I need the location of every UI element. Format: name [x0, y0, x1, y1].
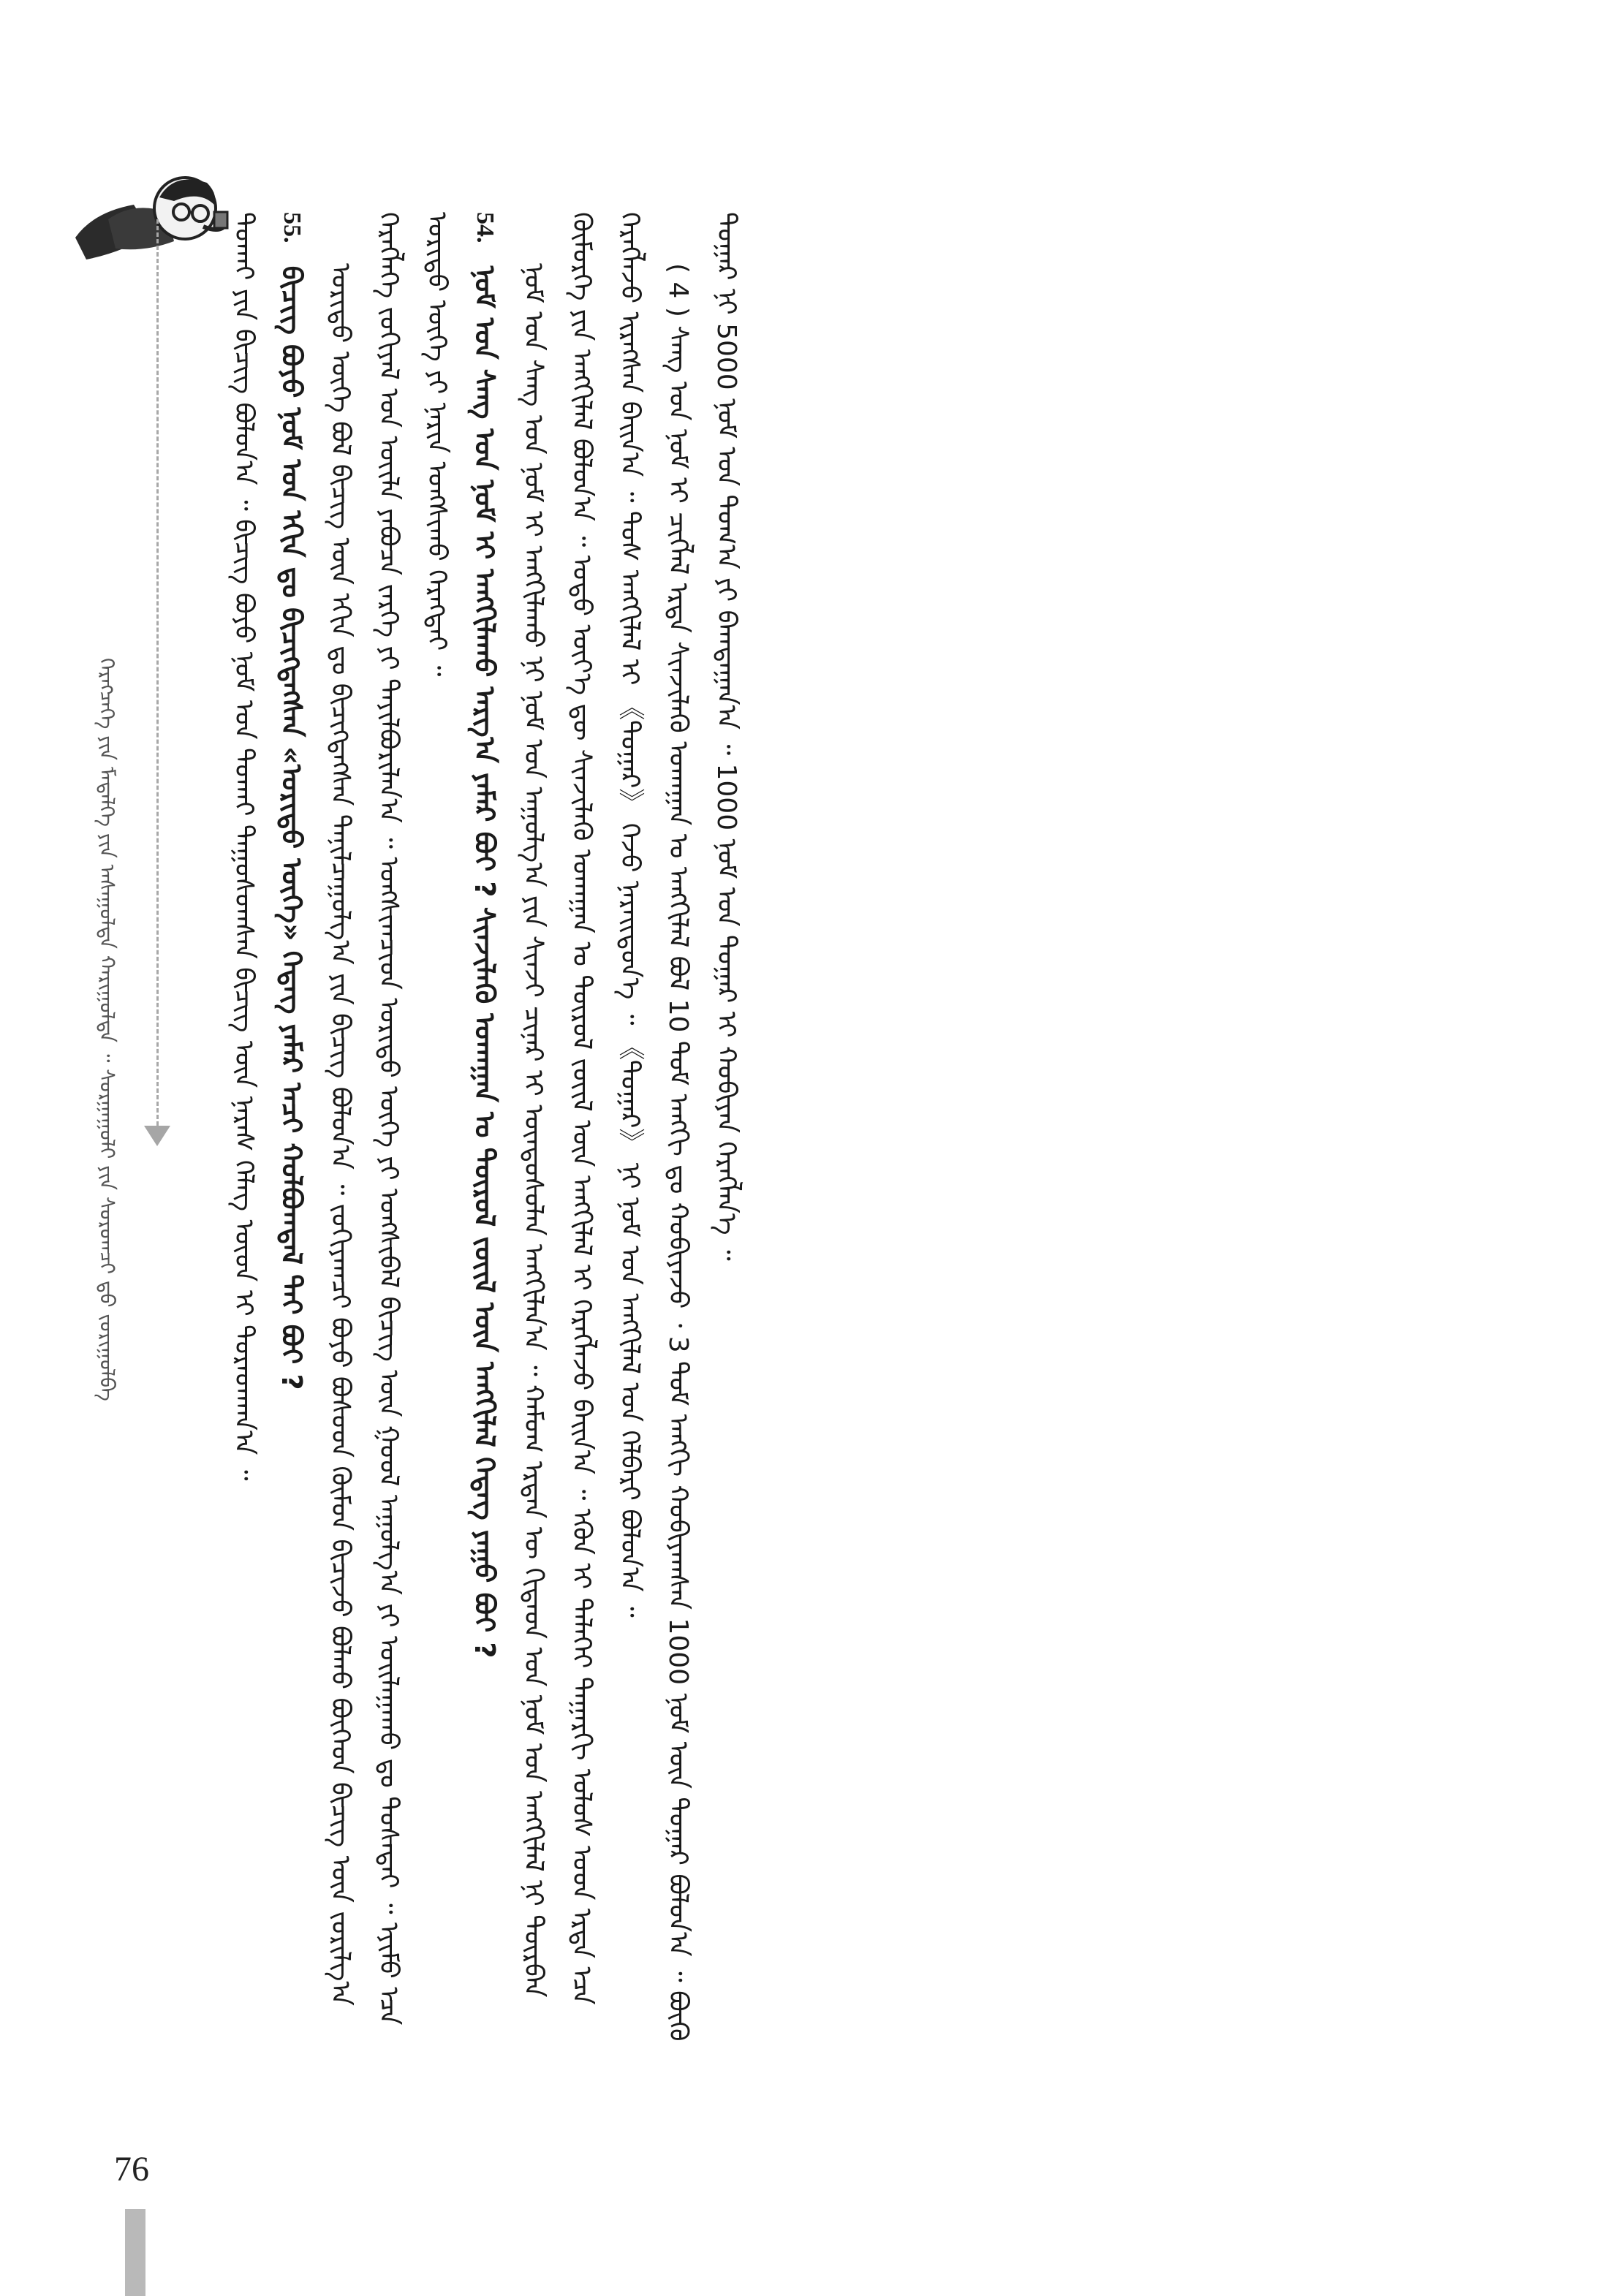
question-55-number: 55.	[279, 212, 306, 243]
question-54-number: 54.	[472, 212, 499, 243]
question-54-heading	[461, 212, 509, 2069]
answer-54-paragraph-b: ( 4 ) ᠰᠠᠩ ᠤᠨ ᠨᠣᠮ ᠢ ᠴᠢᠭᠯᠡᠯ ᠡᠷᠲᠡ ᠰᠢᠨᠵᠢᠯᠡᠬᠦ ᠤᠬᠠᠭᠠᠨ ᠤ ᠠᠩᠭᠢᠯᠠᠯ ᠪᠣᠯ 10 ᠲᠣᠮ ᠠᠩᠭᠢ ᠳᠤ ᠬᠤᠪᠢᠶᠠᠵᠤ ᠂ 3 ᠲᠣᠮ ᠠᠩᠭᠢ ᠬᠤᠪᠢᠶᠠᠭᠰᠠᠨ 1000 ᠨᠣᠮ ᠦᠨ ᠳᠤᠭᠠᠷ ᠪᠣᠯᠤᠨ᠎ᠠ ᠃ ᠪᠦᠬᠦ ᠳᠤᠭᠠᠷ ᠨᠢ 5000 ᠨᠣᠮ ᠤᠨ ᠲᠣᠭ᠎ᠠ ᠶᠢ ᠪᠠᠭᠲᠠᠭᠠᠨ᠎ᠠ ᠃ 1000 ᠨᠣᠮ ᠤᠨ ᠳᠤᠭᠠᠷ ᠢ ᠬᠤᠪᠢᠶᠠᠨ ᠬᠡᠷᠡᠭᠯᠡᠨ᠎ᠡ ᠃	[663, 212, 741, 2042]
header-dashed-rule	[156, 219, 159, 1126]
paragraph-intro-tail: ᠲᠤᠬᠠᠢ ᠶᠢᠨ ᠪᠢᠴᠢᠭ ᠪᠣᠯᠤᠨ᠎ᠠ ᠃ ᠪᠢᠴᠢᠭ ᠪᠤᠶᠤ ᠨᠣᠮ ᠤᠨ ᠲᠤᠬᠠᠢ ᠳᠠᠭᠤᠰᠤᠭᠰᠠᠨ ᠪᠢᠴᠢᠭ ᠦᠨ ᠨᠡᠷᠡᠰ ᠬᠡᠯᠡᠭ ᠦᠳ ᠢ ᠳᠤᠷᠠᠳᠬᠠᠨ᠎ᠠ ᠃	[229, 212, 259, 1481]
page-number: 76	[114, 2150, 149, 2189]
answer-54-paragraph-a: ᠨᠣᠮ ᠤᠨ ᠰᠠᠩ ᠤᠨ ᠨᠣᠮ ᠢ ᠠᠩᠭᠢᠯᠠᠬᠤ ᠨᠢ ᠨᠣᠮ ᠤᠨ ᠠᠭᠤᠯᠭ᠎ᠠ ᠶᠢᠨ ᠰᠢᠨᠵᠢ ᠴᠢᠨᠠᠷ ᠢ ᠦᠨᠳᠦᠰᠦᠯᠡᠨ ᠠᠩᠭᠢᠯᠠᠨ᠎ᠠ ᠃ ᠬᠠᠮᠤᠭ ᠡᠷᠲᠡᠨ ᠦ ᠬᠢᠲᠠᠳ ᠤᠨ ᠨᠣᠮ ᠤᠨ ᠠᠩᠭᠢᠯᠠᠯ ᠨᠢ ᠳᠥᠷᠪᠡᠨ ᠬᠥᠮᠦᠷᠭᠡ ᠶᠢᠨ ᠠᠩᠭᠢᠯᠠᠯ ᠪᠣᠯᠤᠨ᠎ᠠ ᠃ ᠣᠳᠣ ᠦᠶ᠎ᠡ ᠳᠦ ᠰᠢᠨᠵᠢᠯᠡᠬᠦ ᠤᠬᠠᠭᠠᠨ ᠤ ᠲᠦᠷᠦᠯ ᠵᠦᠢᠯ ᠦᠨ ᠠᠩᠭᠢᠯᠠᠯ ᠢ ᠬᠡᠷᠡᠭᠯᠡᠵᠦ ᠪᠠᠢᠨ᠎ᠠ ᠃ ᠡᠭᠦᠨ ᠢ ᠳᠡᠯᠡᠬᠡᠢ ᠳᠠᠭᠠᠷᠬᠢ ᠤᠯᠤᠰ ᠤᠳ ᠡᠷᠲᠡ ᠡᠴᠡ ᠬᠡᠷᠡᠭᠯᠡᠵᠦ ᠢᠷᠡᠭᠰᠡᠨ ᠪᠠᠢᠨ᠎ᠠ ᠃ ᠲᠤᠰ ᠠᠩᠭᠢᠯᠠᠯ ᠢ 《ᠳᠤᠭᠠᠷ》 ᠭᠡᠵᠦ ᠨᠡᠷᠡᠢᠳᠦᠨ᠎ᠡ ᠃ 《ᠳᠤᠭᠠᠷ》 ᠨᠢ ᠨᠣᠮ ᠤᠨ ᠠᠩᠭᠢᠯᠠᠯ ᠤᠨ ᠬᠡᠯᠪᠡᠷᠢ ᠪᠣᠯᠤᠨ᠎ᠠ ᠃	[518, 212, 645, 2005]
question-55-heading	[268, 212, 316, 2069]
question-54-text: ᠨᠣᠮ ᠤᠨ ᠰᠠᠩ ᠤᠨ ᠨᠣᠮ ᠢ ᠠᠩᠭᠢᠯᠠᠬᠤ ᠠᠷᠭ᠎ᠠ ᠶᠠᠮᠠᠷ ᠪᠤᠢ ? ᠰᠢᠨᠵᠢᠯᠡᠬᠦ ᠤᠬᠠᠭᠠᠨ ᠤ ᠲᠦᠷᠦᠯ ᠵᠦᠢᠯ ᠦᠨ ᠠᠩᠭᠢᠯᠠᠯ ᠭᠡᠳᠡᠭ ᠶᠠᠭᠤ ᠪᠤᠢ ?	[469, 265, 501, 1659]
answer-55-paragraph: ᠤᠷᠢᠳᠤ ᠦᠭᠡ ᠪᠣᠯ ᠪᠢᠴᠢᠭ ᠦᠨ ᠡᠬᠢᠨ ᠳᠤ ᠪᠢᠴᠢᠭᠳᠡᠭᠰᠡᠨ ᠲᠠᠨᠢᠯᠴᠠᠭᠤᠯᠭ᠎ᠠ ᠶᠢᠨ ᠪᠢᠴᠢᠭ ᠪᠣᠯᠤᠨ᠎ᠠ ᠃ ᠵᠣᠬᠢᠶᠠᠭᠴᠢ ᠪᠤᠶᠤ ᠪᠤᠰᠤᠳ ᠬᠦᠮᠦᠨ ᠪᠢᠴᠢᠵᠦ ᠪᠣᠯᠬᠤ ᠪᠥᠭᠡᠳ ᠪᠢᠴᠢᠭ ᠦᠨ ᠵᠣᠷᠢᠯᠭ᠎ᠠ ᠬᠡᠷᠡᠭᠯᠡᠭᠡ ᠵᠣᠬᠢᠶᠠᠯ ᠤᠨ ᠦᠢᠯᠡ ᠶᠠᠪᠤᠴᠠ ᠵᠡᠷᠭᠡ ᠶᠢ ᠲᠠᠶᠢᠯᠪᠤᠷᠢᠯᠠᠨ᠎ᠠ ᠃ ᠤᠩᠰᠢᠭᠴᠢᠳ ᠤᠷᠢᠳᠤ ᠦᠭᠡ ᠶᠢ ᠤᠩᠰᠢᠪᠠᠯ ᠪᠢᠴᠢᠭ ᠦᠨ ᠭᠣᠤᠯ ᠠᠭᠤᠯᠭ᠎ᠠ ᠶᠢ ᠣᠢᠯᠠᠭᠠᠬᠤ ᠳᠤ ᠲᠤᠰᠠᠲᠠᠢ ᠃ ᠡᠶᠢᠮᠦ ᠡᠴᠡ ᠤᠷᠢᠳᠤ ᠦᠭᠡ ᠶᠢ ᠨᠠᠷᠢᠨ ᠤᠩᠰᠢᠬᠤ ᠬᠡᠷᠡᠭᠲᠡᠢ ᠃	[325, 212, 452, 2026]
question-55-text: ᠪᠢᠴᠢᠭ ᠪᠤᠶᠤ ᠨᠣᠮ ᠤᠨ ᠡᠬᠢᠨ ᠳᠤ ᠪᠢᠴᠢᠭᠳᠡᠭᠰᠡᠨ «ᠤᠷᠢᠳᠤ ᠦᠭᠡ» ᠬᠡᠳᠡᠭ ᠶᠠᠮᠠᠷ ᠠᠴᠢ ᠬᠣᠯᠪᠣᠭᠳᠠᠯ ᠲᠠᠢ ᠪᠤᠢ ?	[276, 265, 308, 1390]
main-text	[219, 212, 1462, 2069]
header-triangle-marker-icon	[144, 1126, 170, 1146]
page-edge-tab	[125, 2209, 145, 2296]
reading-boy-mascot-icon	[64, 132, 232, 270]
running-header: ᠬᠡᠷᠡᠭᠴᠡᠭᠡ ᠶᠢᠨ ᠮᠡᠳᠡᠯᠭᠡ ᠶᠢᠨ ᠠᠰᠠᠭᠤᠯᠲᠠ ᠬᠠᠷᠢᠭᠤᠯᠲᠠ ᠃ ᠰᠤᠷᠭᠠᠭᠤᠯᠢ ᠶᠢᠨ ᠰᠤᠷᠤᠭᠴᠢ ᠳ᠋ᠤ ᠵᠣᠷᠢᠭᠤᠯᠪᠠ	[95, 658, 119, 1401]
